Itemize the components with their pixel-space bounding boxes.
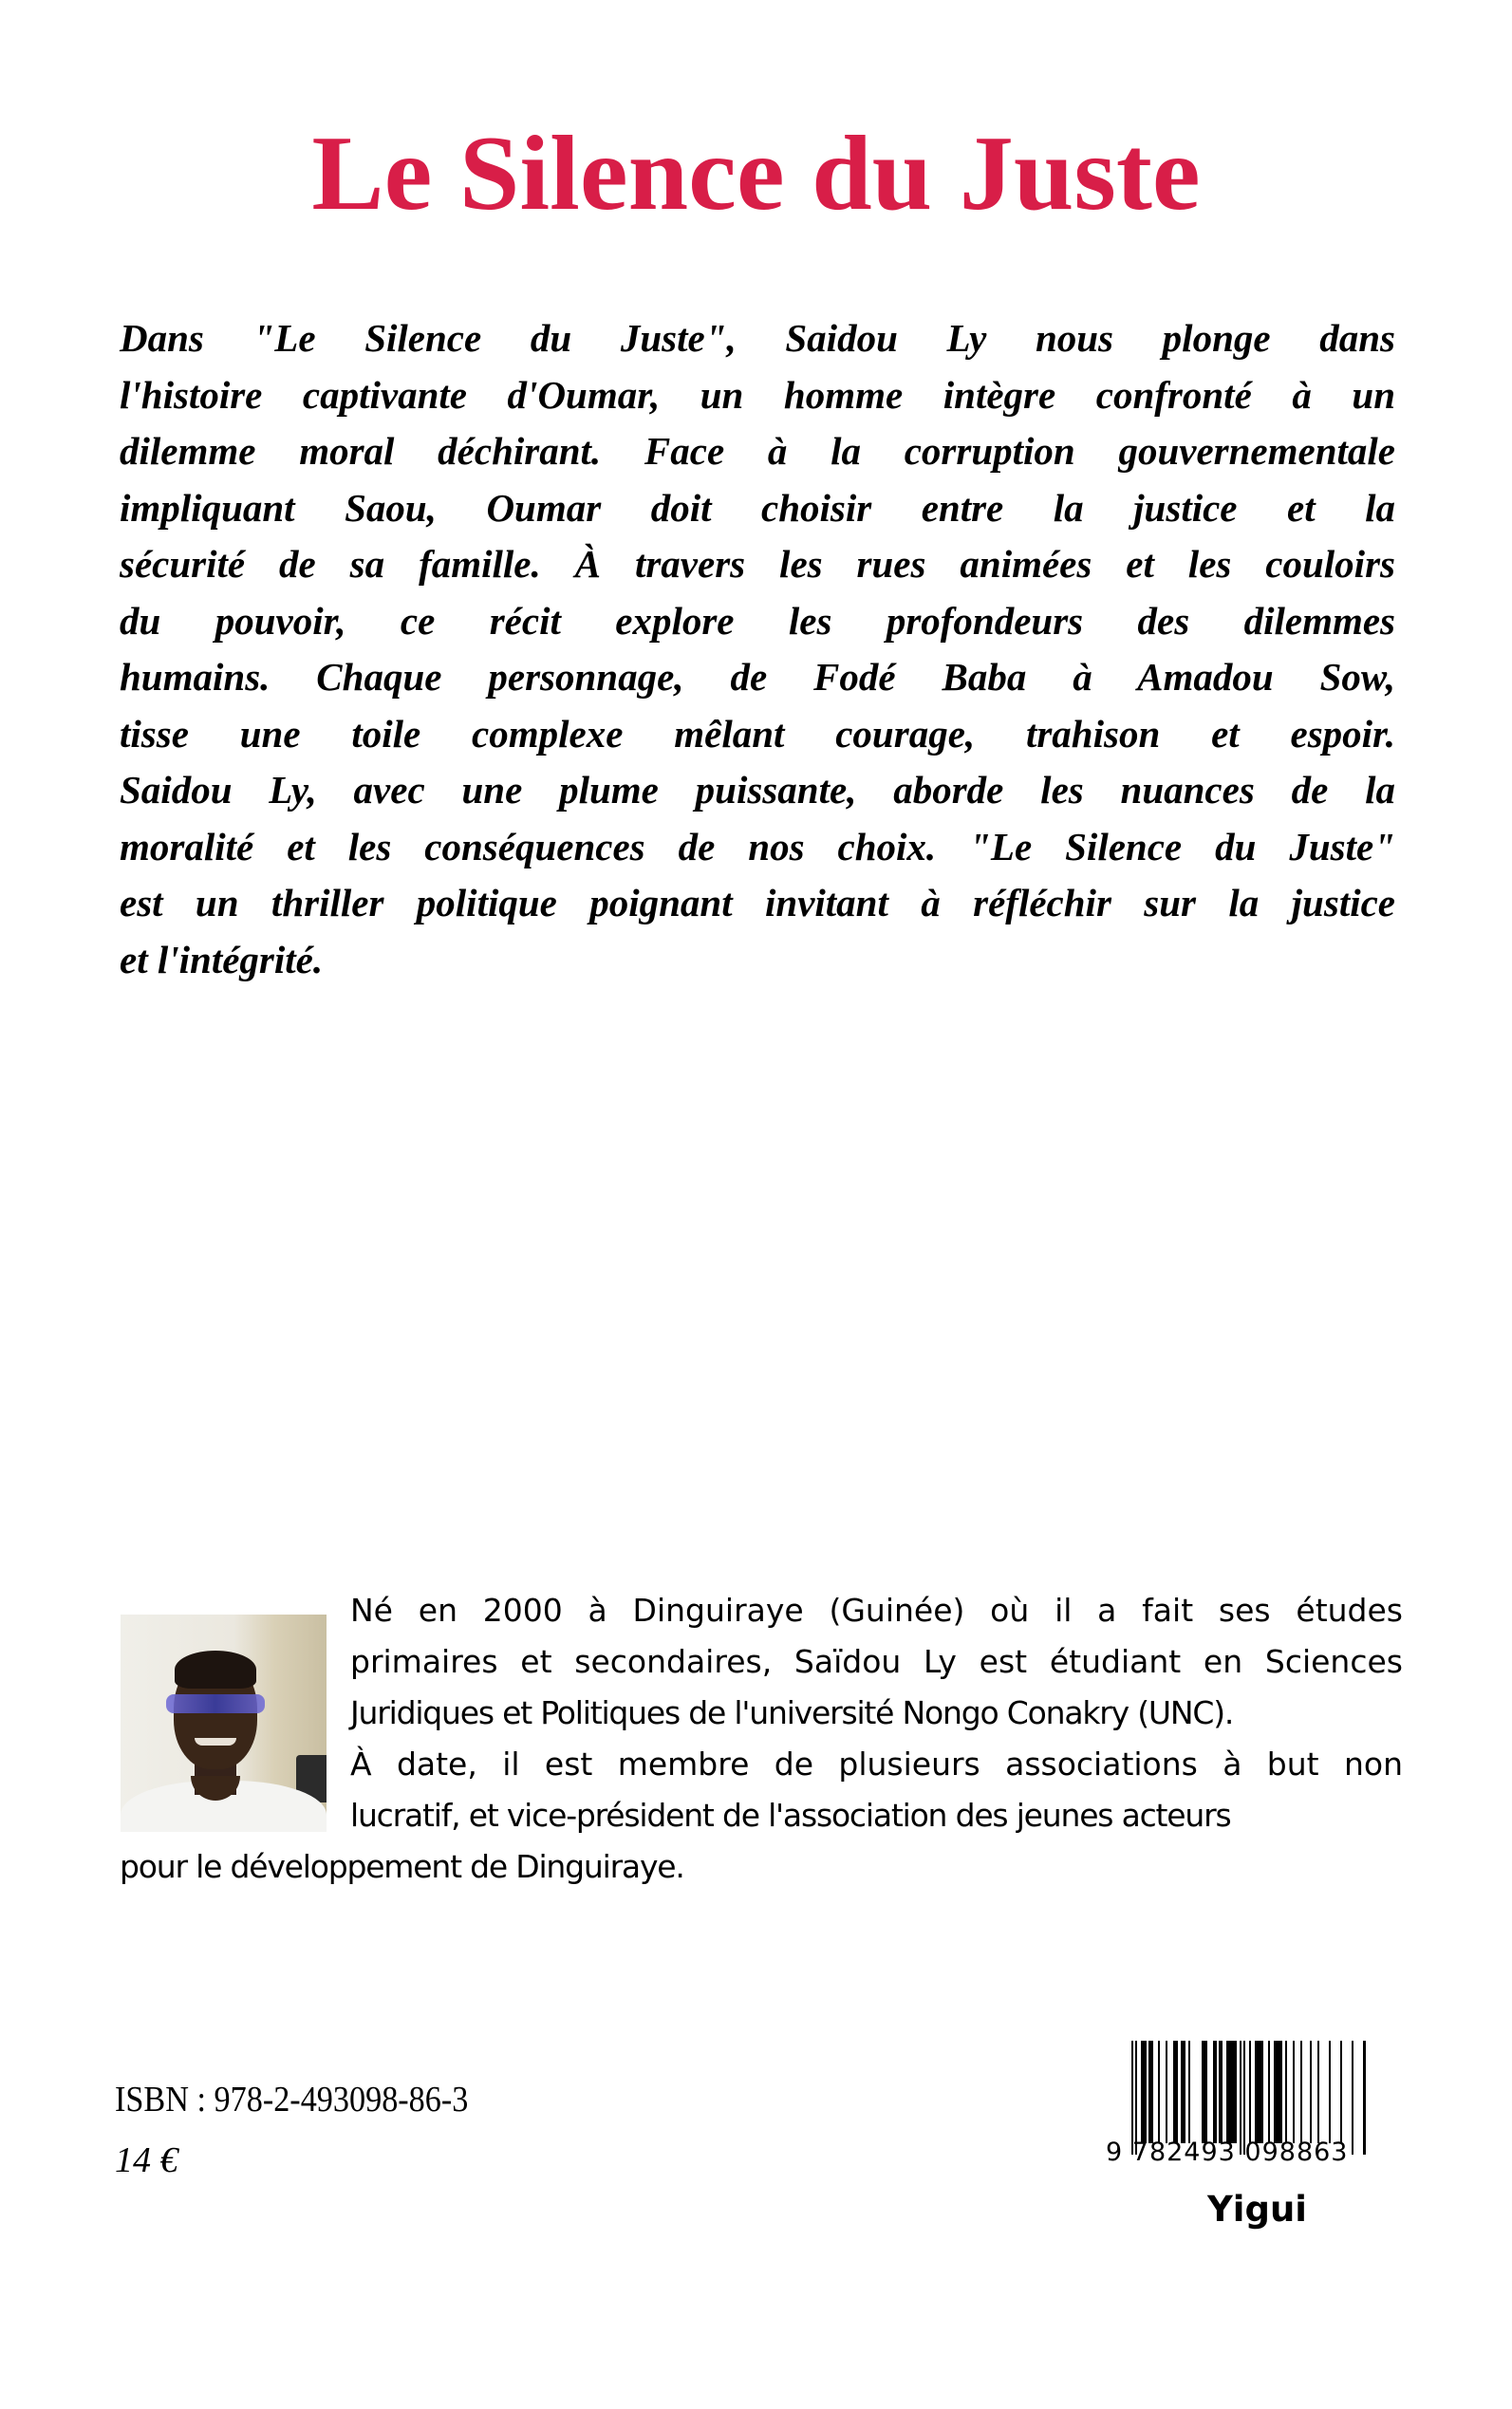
barcode-bar — [1300, 2041, 1302, 2143]
barcode-bar — [1166, 2041, 1167, 2143]
barcode-bar — [1148, 2041, 1153, 2143]
bio-line: primaires et secondaires, Saïdou Ly est étudiant en Sciences — [350, 1643, 1403, 1680]
barcode-bar — [1141, 2041, 1147, 2143]
barcode-bar — [1317, 2041, 1319, 2143]
author-bio — [120, 1585, 1403, 1893]
bio-line: À date, il est membre de plusieurs associations à but non — [350, 1746, 1403, 1783]
synopsis-line: et l'intégrité. — [120, 937, 324, 981]
barcode-digits: 9 782493 098863 — [1106, 2138, 1349, 2167]
barcode-bar — [1219, 2041, 1223, 2143]
synopsis-line: sécurité de sa famille. À travers les rues animées et les couloirs — [120, 542, 1395, 586]
book-title: Le Silence du Juste — [311, 115, 1201, 233]
synopsis-line: est un thriller politique poignant invitant à réfléchir sur la justice — [120, 881, 1395, 924]
bio-line: lucratif, et vice-président de l'association des jeunes acteurs — [350, 1797, 1231, 1834]
synopsis-line: moralité et les conséquences de nos choix. "Le Silence du Juste" — [120, 824, 1395, 868]
synopsis-line: tisse une toile complexe mêlant courage, trahison et espoir. — [120, 711, 1395, 756]
synopsis-line: l'histoire captivante d'Oumar, un homme intègre confronté à un — [120, 372, 1395, 417]
barcode-bar — [1293, 2041, 1295, 2143]
price: 14 € — [115, 2140, 178, 2180]
barcode-bar — [1268, 2041, 1270, 2143]
barcode-bar — [1255, 2041, 1263, 2143]
barcode-bar — [1285, 2041, 1287, 2143]
synopsis — [120, 310, 1395, 988]
barcode-bar — [1188, 2041, 1190, 2143]
barcode — [1120, 2041, 1405, 2143]
barcode-bar — [1249, 2041, 1251, 2143]
barcode-bar — [1310, 2041, 1312, 2143]
synopsis-line: Dans "Le Silence du Juste", Saidou Ly nous plonge dans — [120, 316, 1395, 360]
barcode-bar — [1213, 2041, 1217, 2143]
barcode-bar — [1181, 2041, 1185, 2143]
barcode-bar — [1173, 2041, 1178, 2143]
barcode-bar — [1340, 2041, 1342, 2143]
barcode-bars — [1120, 2041, 1405, 2143]
barcode-bar — [1158, 2041, 1160, 2143]
barcode-bar — [1202, 2041, 1207, 2143]
synopsis-line: dilemme moral déchirant. Face à la corruption gouvernementale — [120, 429, 1395, 473]
synopsis-line: impliquant Saou, Oumar doit choisir entre la justice et la — [120, 485, 1395, 530]
bio-line: pour le développement de Dinguiraye. — [120, 1848, 684, 1885]
synopsis-line: Saidou Ly, avec une plume puissante, aborde les nuances de la — [120, 768, 1395, 812]
bio-line: Né en 2000 à Dinguiraye (Guinée) où il a fait ses études — [350, 1592, 1403, 1629]
synopsis-line: du pouvoir, ce récit explore les profondeurs des dilemmes — [120, 598, 1395, 643]
barcode-bar — [1226, 2041, 1237, 2143]
barcode-bar — [1274, 2041, 1282, 2143]
barcode-bar — [1329, 2041, 1331, 2143]
isbn: ISBN : 978-2-493098-86-3 — [115, 2080, 469, 2120]
bio-line: Juridiques et Politiques de l'université Nongo Conakry (UNC). — [350, 1694, 1234, 1731]
synopsis-line: humains. Chaque personnage, de Fodé Baba à Amadou Sow, — [120, 655, 1395, 699]
publisher-name: Yigui — [1207, 2189, 1307, 2230]
